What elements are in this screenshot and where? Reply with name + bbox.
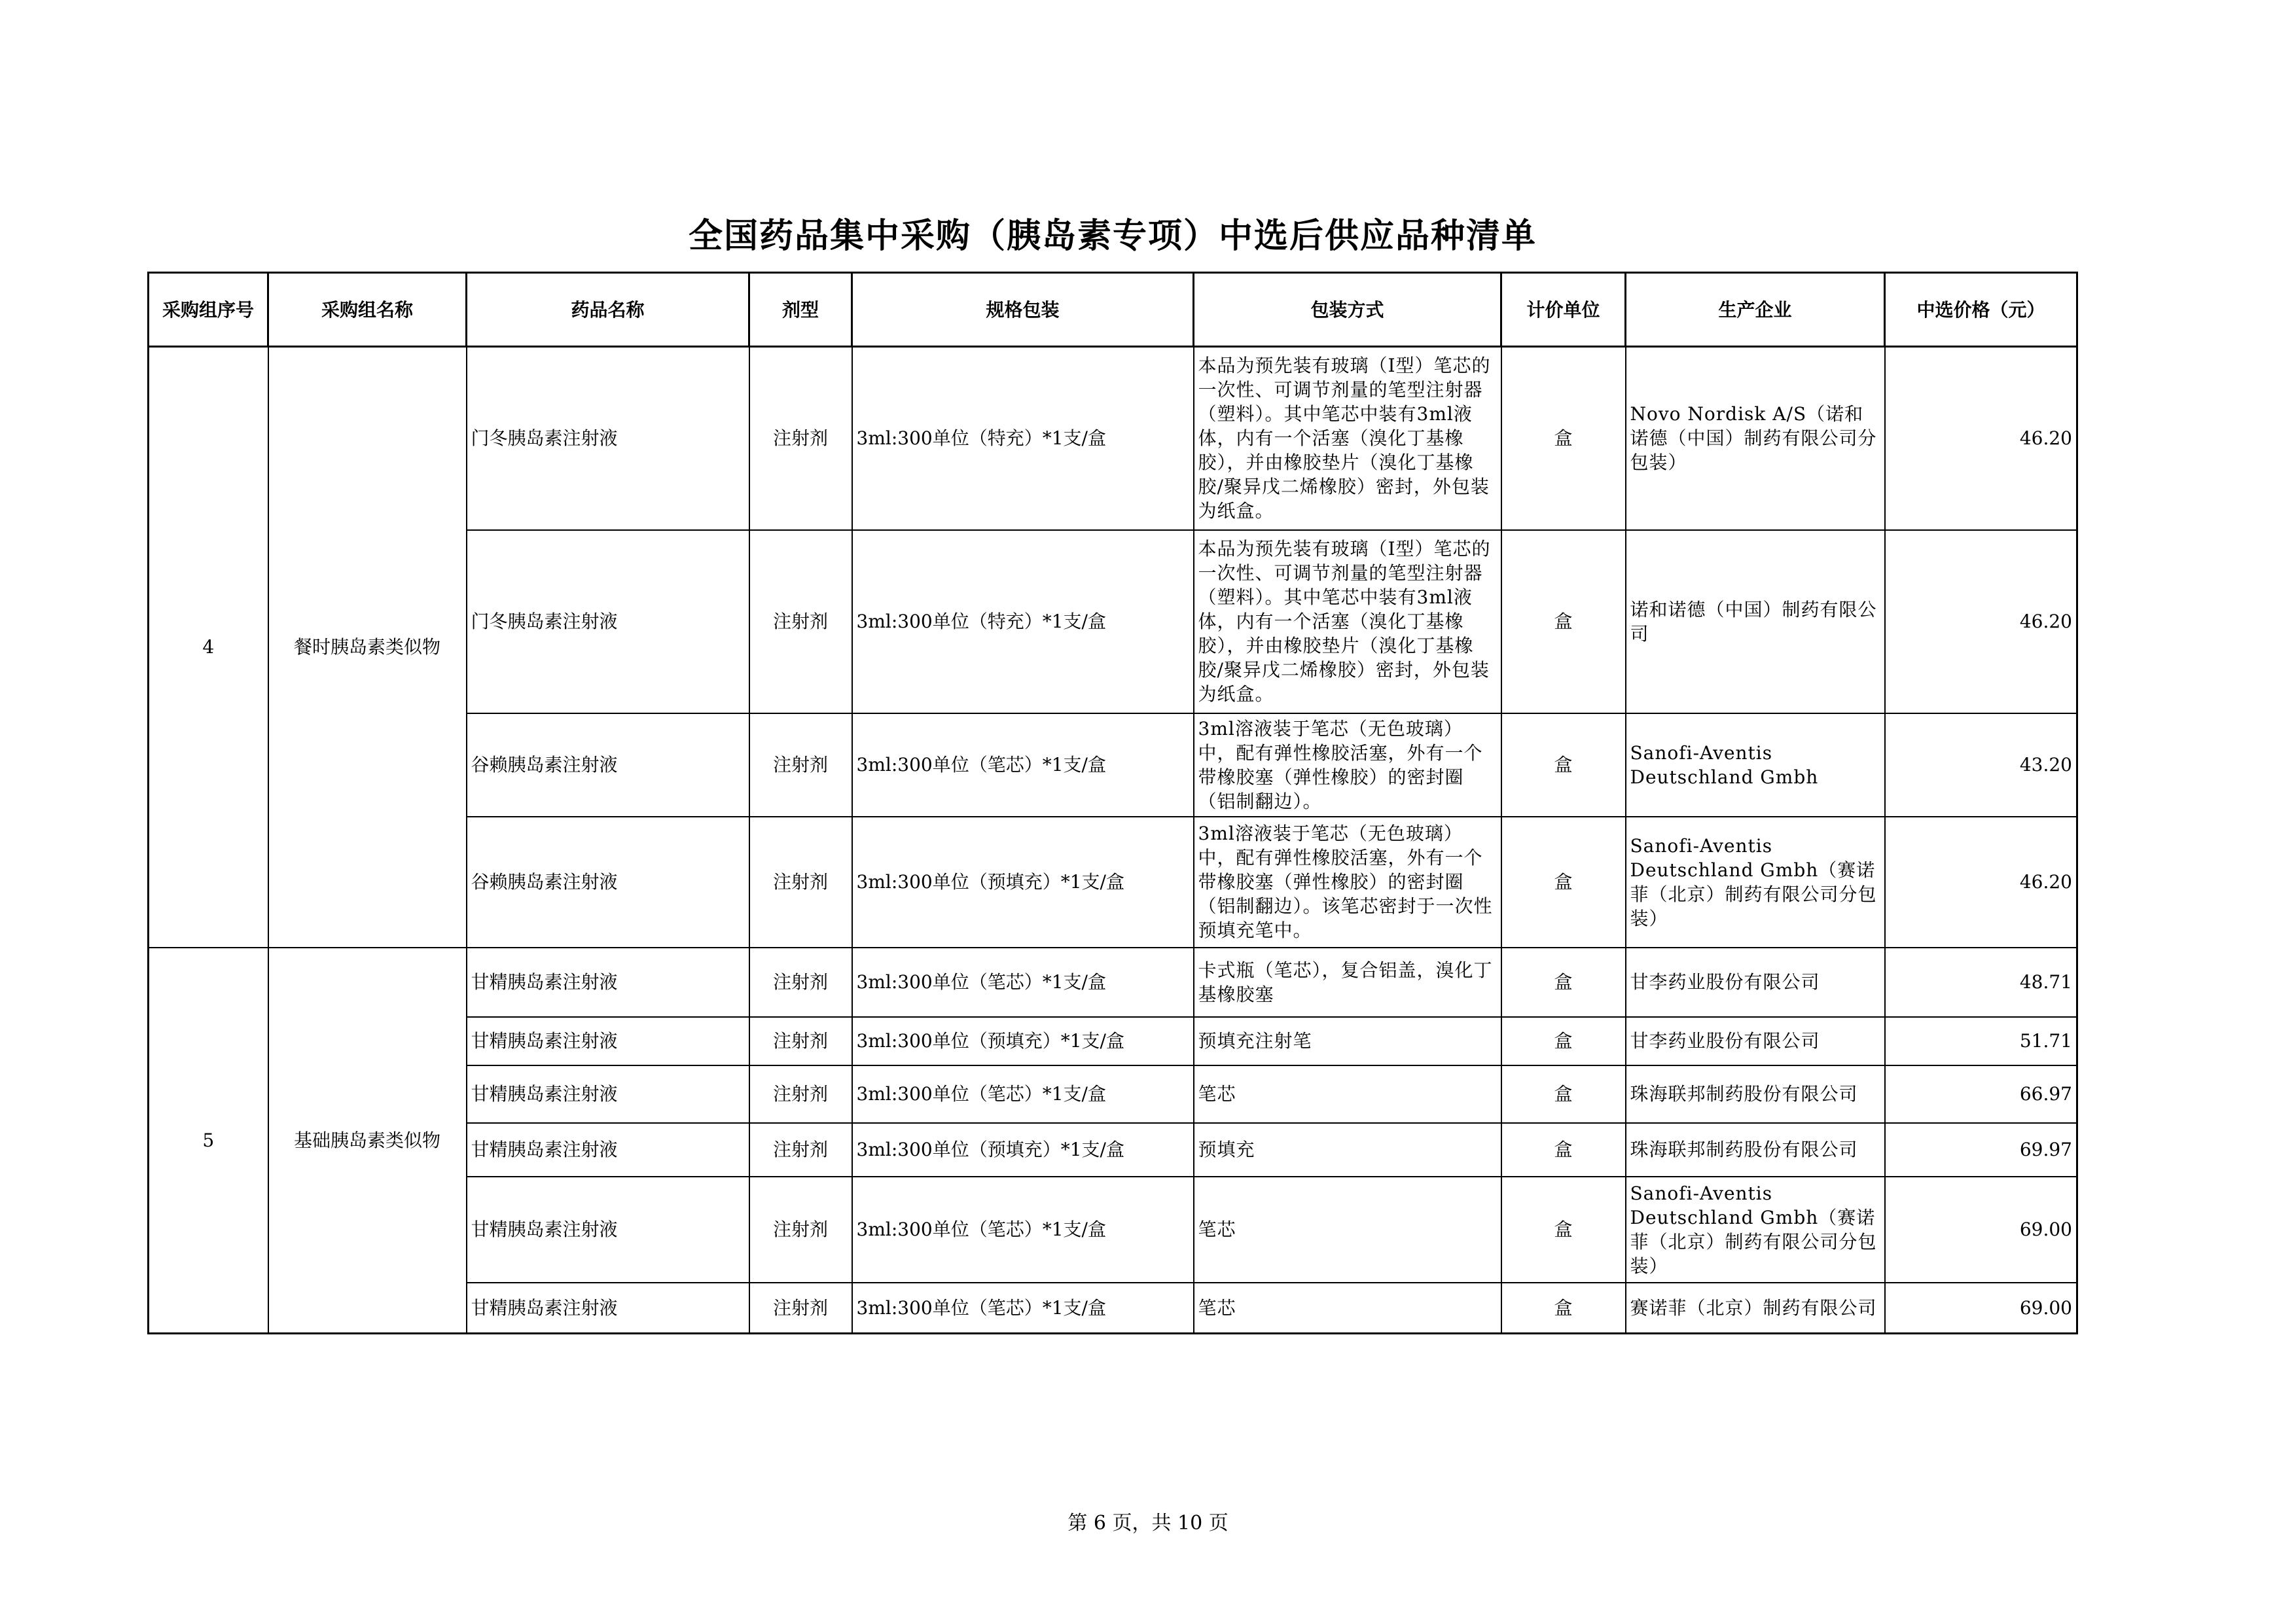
spec: 3ml:300单位（预填充）*1支/盒 xyxy=(852,817,1194,948)
dosage-form: 注射剂 xyxy=(749,817,852,948)
header-drug-name: 药品名称 xyxy=(467,273,749,347)
manufacturer: 诺和诺德（中国）制药有限公司 xyxy=(1626,530,1885,713)
dosage-form: 注射剂 xyxy=(749,347,852,530)
unit: 盒 xyxy=(1501,530,1626,713)
dosage-form: 注射剂 xyxy=(749,1017,852,1065)
table-row xyxy=(149,948,2077,1017)
spec: 3ml:300单位（笔芯）*1支/盒 xyxy=(852,1177,1194,1283)
dosage-form: 注射剂 xyxy=(749,1177,852,1283)
drug-name: 门冬胰岛素注射液 xyxy=(467,530,749,713)
price: 69.97 xyxy=(1885,1123,2077,1177)
unit: 盒 xyxy=(1501,817,1626,948)
packaging: 笔芯 xyxy=(1194,1283,1501,1334)
header-manufacturer: 生产企业 xyxy=(1626,273,1885,347)
packaging: 本品为预先装有玻璃（Ⅰ型）笔芯的一次性、可调节剂量的笔型注射器（塑料）。其中笔芯中装有3ml液体，内有一个活塞（溴化丁基橡胶），并由橡胶垫片（溴化丁基橡胶/聚异戊二烯橡胶）密封，外包装为纸盒。 xyxy=(1194,347,1501,530)
spec: 3ml:300单位（笔芯）*1支/盒 xyxy=(852,713,1194,817)
header-packaging: 包装方式 xyxy=(1194,273,1501,347)
drug-name: 甘精胰岛素注射液 xyxy=(467,1017,749,1065)
drug-name: 门冬胰岛素注射液 xyxy=(467,347,749,530)
header-group-no: 采购组序号 xyxy=(149,273,268,347)
packaging: 3ml溶液装于笔芯（无色玻璃）中，配有弹性橡胶活塞，外有一个带橡胶塞（弹性橡胶）的密封圈（铝制翻边）。该笔芯密封于一次性预填充笔中。 xyxy=(1194,817,1501,948)
group-name: 基础胰岛素类似物 xyxy=(268,948,467,1334)
group-no: 5 xyxy=(149,948,268,1334)
drug-name: 谷赖胰岛素注射液 xyxy=(467,817,749,948)
drug-name: 甘精胰岛素注射液 xyxy=(467,1123,749,1177)
unit: 盒 xyxy=(1501,1283,1626,1334)
unit: 盒 xyxy=(1501,1123,1626,1177)
header-spec: 规格包装 xyxy=(852,273,1194,347)
price: 46.20 xyxy=(1885,530,2077,713)
drug-name: 谷赖胰岛素注射液 xyxy=(467,713,749,817)
manufacturer: 甘李药业股份有限公司 xyxy=(1626,1017,1885,1065)
manufacturer: Sanofi-Aventis Deutschland Gmbh（赛诺菲（北京）制药有限公司分包装） xyxy=(1626,1177,1885,1283)
dosage-form: 注射剂 xyxy=(749,1123,852,1177)
spec: 3ml:300单位（预填充）*1支/盒 xyxy=(852,1123,1194,1177)
unit: 盒 xyxy=(1501,713,1626,817)
dosage-form: 注射剂 xyxy=(749,1065,852,1123)
price: 51.71 xyxy=(1885,1017,2077,1065)
packaging: 预填充 xyxy=(1194,1123,1501,1177)
unit: 盒 xyxy=(1501,1017,1626,1065)
dosage-form: 注射剂 xyxy=(749,1283,852,1334)
spec: 3ml:300单位（笔芯）*1支/盒 xyxy=(852,1065,1194,1123)
price: 69.00 xyxy=(1885,1177,2077,1283)
spec: 3ml:300单位（特充）*1支/盒 xyxy=(852,347,1194,530)
page-number: 第 6 页，共 10 页 xyxy=(1067,1512,1229,1535)
spec: 3ml:300单位（预填充）*1支/盒 xyxy=(852,1017,1194,1065)
packaging: 卡式瓶（笔芯），复合铝盖，溴化丁基橡胶塞 xyxy=(1194,948,1501,1017)
packaging: 笔芯 xyxy=(1194,1177,1501,1283)
header-row xyxy=(149,273,2077,347)
header-price: 中选价格（元） xyxy=(1885,273,2077,347)
price: 46.20 xyxy=(1885,817,2077,948)
price: 43.20 xyxy=(1885,713,2077,817)
manufacturer: 珠海联邦制药股份有限公司 xyxy=(1626,1065,1885,1123)
group-name: 餐时胰岛素类似物 xyxy=(268,347,467,948)
page-title: 全国药品集中采购（胰岛素专项）中选后供应品种清单 xyxy=(688,217,1537,256)
price: 69.00 xyxy=(1885,1283,2077,1334)
unit: 盒 xyxy=(1501,1065,1626,1123)
price: 46.20 xyxy=(1885,347,2077,530)
spec: 3ml:300单位（笔芯）*1支/盒 xyxy=(852,948,1194,1017)
manufacturer: Sanofi-Aventis Deutschland Gmbh xyxy=(1626,713,1885,817)
unit: 盒 xyxy=(1501,948,1626,1017)
table-row xyxy=(149,347,2077,530)
header-unit: 计价单位 xyxy=(1501,273,1626,347)
spec: 3ml:300单位（特充）*1支/盒 xyxy=(852,530,1194,713)
unit: 盒 xyxy=(1501,1177,1626,1283)
manufacturer: 甘李药业股份有限公司 xyxy=(1626,948,1885,1017)
header-dosage-form: 剂型 xyxy=(749,273,852,347)
packaging: 预填充注射笔 xyxy=(1194,1017,1501,1065)
supply-table xyxy=(147,272,2078,1334)
price: 48.71 xyxy=(1885,948,2077,1017)
drug-name: 甘精胰岛素注射液 xyxy=(467,1065,749,1123)
packaging: 笔芯 xyxy=(1194,1065,1501,1123)
manufacturer: Sanofi-Aventis Deutschland Gmbh（赛诺菲（北京）制药有限公司分包装） xyxy=(1626,817,1885,948)
drug-name: 甘精胰岛素注射液 xyxy=(467,1283,749,1334)
manufacturer: 珠海联邦制药股份有限公司 xyxy=(1626,1123,1885,1177)
group-no: 4 xyxy=(149,347,268,948)
drug-name: 甘精胰岛素注射液 xyxy=(467,948,749,1017)
packaging: 本品为预先装有玻璃（Ⅰ型）笔芯的一次性、可调节剂量的笔型注射器（塑料）。其中笔芯中装有3ml液体，内有一个活塞（溴化丁基橡胶），并由橡胶垫片（溴化丁基橡胶/聚异戊二烯橡胶）密封，外包装为纸盒。 xyxy=(1194,530,1501,713)
dosage-form: 注射剂 xyxy=(749,530,852,713)
manufacturer: Novo Nordisk A/S（诺和诺德（中国）制药有限公司分包装） xyxy=(1626,347,1885,530)
unit: 盒 xyxy=(1501,347,1626,530)
dosage-form: 注射剂 xyxy=(749,713,852,817)
drug-name: 甘精胰岛素注射液 xyxy=(467,1177,749,1283)
price: 66.97 xyxy=(1885,1065,2077,1123)
packaging: 3ml溶液装于笔芯（无色玻璃）中，配有弹性橡胶活塞，外有一个带橡胶塞（弹性橡胶）的密封圈（铝制翻边）。 xyxy=(1194,713,1501,817)
dosage-form: 注射剂 xyxy=(749,948,852,1017)
header-group-name: 采购组名称 xyxy=(268,273,467,347)
manufacturer: 赛诺菲（北京）制药有限公司 xyxy=(1626,1283,1885,1334)
spec: 3ml:300单位（笔芯）*1支/盒 xyxy=(852,1283,1194,1334)
